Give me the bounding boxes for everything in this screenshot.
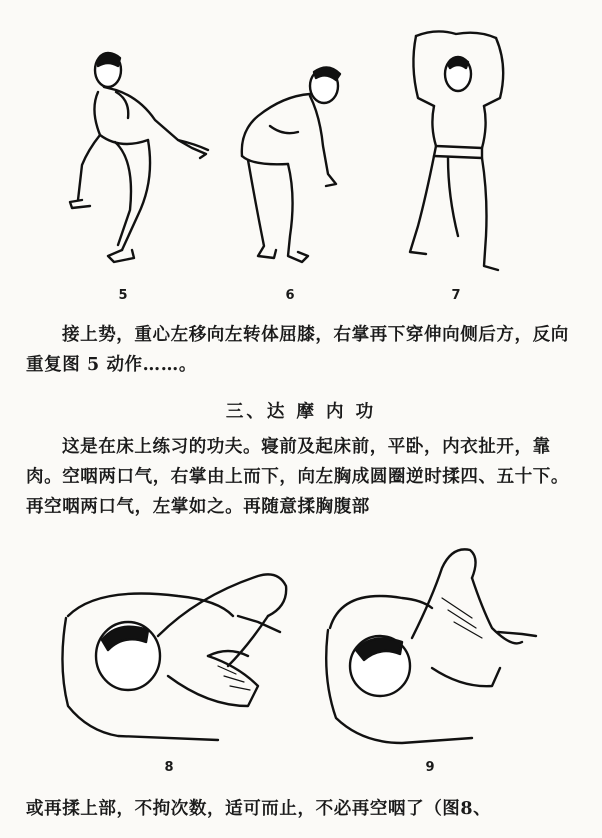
figure-6-caption: 6	[285, 288, 295, 303]
body-paragraph-2: 这是在床上练习的功夫。寝前及起床前，平卧，内衣扯开，靠肉。空咽两口气，右掌由上而下，向左胸成圆圈逆时揉四、五十下。再空咽两口气，左掌如之。再随意揉胸腹部	[26, 437, 569, 517]
figure-8-illustration	[58, 556, 308, 751]
figure-7-caption: 7	[451, 288, 461, 303]
figure-5-caption: 5	[118, 288, 128, 303]
figure-9-illustration	[322, 538, 547, 758]
body-paragraph-1: 接上势，重心左移向左转体屈膝，右掌再下穿伸向侧后方，反向重复图 5 动作……。	[26, 325, 569, 375]
section-title: 三、达 摩 内 功	[225, 402, 377, 422]
body-paragraph-3: 或再揉上部，不拘次数，适可而止，不必再空咽了（图8、	[26, 799, 492, 819]
figure-5-illustration	[60, 40, 220, 275]
figure-arms-overhead-illustration	[396, 26, 521, 281]
figure-9-caption: 9	[425, 760, 435, 775]
figure-7-illustration	[396, 26, 521, 281]
figure-8-caption: 8	[164, 760, 174, 775]
figure-lying-massage-illustration	[322, 538, 547, 758]
figure-lying-massage-illustration	[58, 556, 308, 751]
figure-bending-illustration	[228, 56, 353, 271]
figure-stepping-illustration	[60, 40, 220, 275]
figure-6-illustration	[228, 56, 353, 271]
